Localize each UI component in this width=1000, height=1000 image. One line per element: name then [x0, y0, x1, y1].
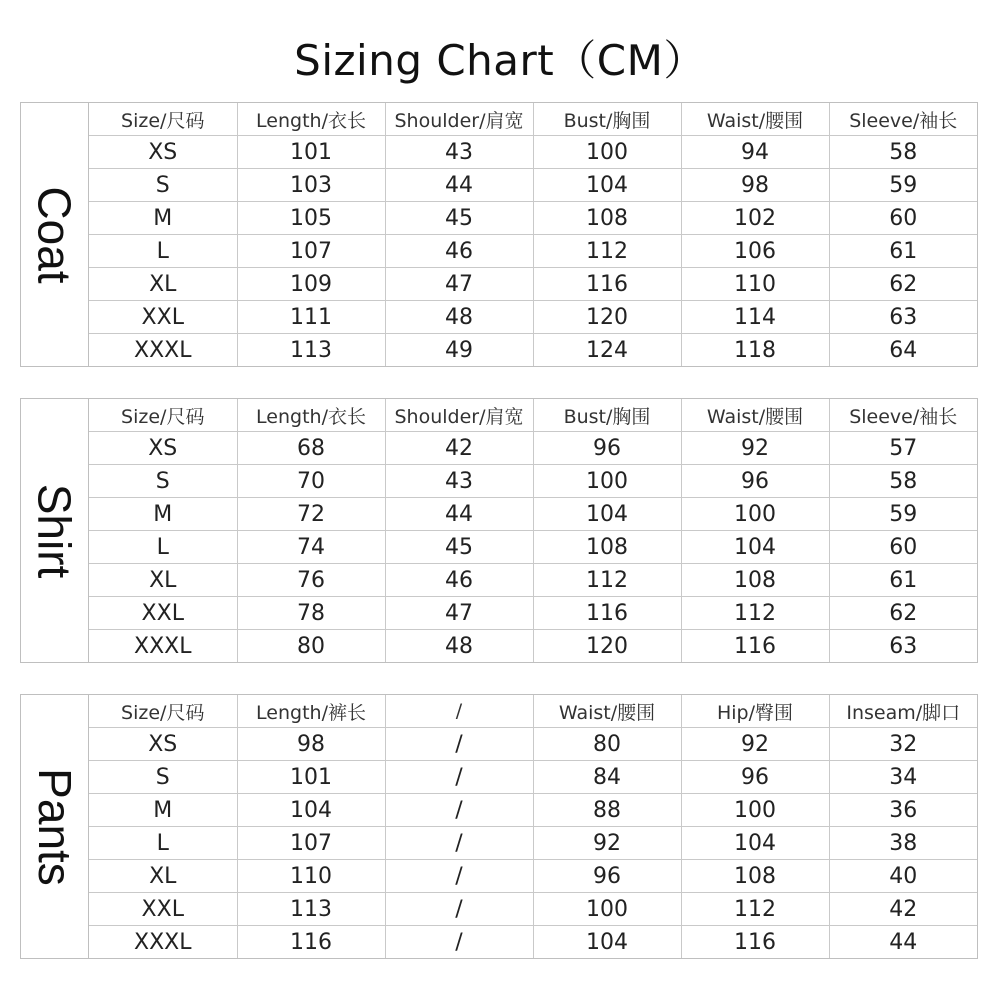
- size-cell: XXXL: [89, 334, 237, 367]
- measurement-cell: 78: [237, 597, 385, 630]
- size-cell: XL: [89, 268, 237, 301]
- measurement-cell: 43: [385, 136, 533, 169]
- table-row: [89, 827, 977, 860]
- measurement-cell: 114: [681, 301, 829, 334]
- measurement-cell: 101: [237, 136, 385, 169]
- measurement-cell: 100: [533, 465, 681, 498]
- size-cell: XL: [89, 564, 237, 597]
- measurement-cell: 40: [829, 860, 977, 893]
- column-header: Size/尺码: [89, 399, 237, 432]
- measurement-cell: 45: [385, 202, 533, 235]
- measurement-cell: 124: [533, 334, 681, 367]
- measurement-cell: 112: [533, 235, 681, 268]
- table-label: [21, 695, 89, 958]
- table-row: [89, 728, 977, 761]
- measurement-cell: 57: [829, 432, 977, 465]
- measurement-cell: 100: [681, 498, 829, 531]
- table-row: [89, 136, 977, 169]
- size-cell: XS: [89, 728, 237, 761]
- measurement-cell: 116: [533, 268, 681, 301]
- measurement-cell: 118: [681, 334, 829, 367]
- measurement-cell: /: [385, 728, 533, 761]
- size-cell: S: [89, 465, 237, 498]
- column-header: Waist/腰围: [533, 695, 681, 728]
- measurement-cell: 120: [533, 630, 681, 663]
- measurement-cell: 63: [829, 630, 977, 663]
- size-cell: S: [89, 169, 237, 202]
- measurement-cell: 88: [533, 794, 681, 827]
- size-cell: XXXL: [89, 630, 237, 663]
- measurement-cell: 108: [681, 564, 829, 597]
- size-cell: XS: [89, 432, 237, 465]
- measurement-cell: 103: [237, 169, 385, 202]
- size-cell: XL: [89, 860, 237, 893]
- measurement-cell: 74: [237, 531, 385, 564]
- measurement-cell: 104: [681, 531, 829, 564]
- page-title: Sizing Chart（CM）: [294, 36, 706, 85]
- size-cell: L: [89, 531, 237, 564]
- table-label-text: Pants: [28, 767, 81, 886]
- measurement-cell: 109: [237, 268, 385, 301]
- measurement-cell: 47: [385, 597, 533, 630]
- measurement-cell: 98: [681, 169, 829, 202]
- column-header: Sleeve/袖长: [829, 103, 977, 136]
- measurement-cell: 110: [681, 268, 829, 301]
- measurement-cell: 112: [533, 564, 681, 597]
- measurement-cell: 116: [533, 597, 681, 630]
- measurement-cell: 107: [237, 235, 385, 268]
- table-row: [89, 630, 977, 663]
- size-cell: XS: [89, 136, 237, 169]
- size-cell: XXL: [89, 893, 237, 926]
- measurement-cell: 116: [237, 926, 385, 959]
- measurement-cell: 94: [681, 136, 829, 169]
- measurement-cell: 36: [829, 794, 977, 827]
- column-header: Length/衣长: [237, 399, 385, 432]
- measurement-cell: 42: [829, 893, 977, 926]
- size-cell: M: [89, 794, 237, 827]
- size-cell: M: [89, 498, 237, 531]
- measurement-cell: 61: [829, 564, 977, 597]
- measurement-cell: /: [385, 794, 533, 827]
- measurement-cell: 61: [829, 235, 977, 268]
- column-header: Sleeve/袖长: [829, 399, 977, 432]
- measurement-cell: 58: [829, 136, 977, 169]
- measurement-cell: 46: [385, 564, 533, 597]
- measurement-cell: 104: [681, 827, 829, 860]
- table-row: [89, 794, 977, 827]
- measurement-cell: 104: [237, 794, 385, 827]
- table-row: [89, 235, 977, 268]
- measurement-cell: 101: [237, 761, 385, 794]
- measurement-cell: /: [385, 761, 533, 794]
- size-cell: XXL: [89, 301, 237, 334]
- measurement-cell: 32: [829, 728, 977, 761]
- measurement-cell: 47: [385, 268, 533, 301]
- measurement-cell: 100: [681, 794, 829, 827]
- measurement-cell: 48: [385, 630, 533, 663]
- measurement-cell: 44: [385, 498, 533, 531]
- measurement-cell: 62: [829, 268, 977, 301]
- measurement-cell: 96: [681, 761, 829, 794]
- table-row: [89, 498, 977, 531]
- measurement-cell: 106: [681, 235, 829, 268]
- measurement-cell: 92: [533, 827, 681, 860]
- measurement-cell: 46: [385, 235, 533, 268]
- column-header: Inseam/脚口: [829, 695, 977, 728]
- size-cell: XXL: [89, 597, 237, 630]
- measurement-cell: /: [385, 926, 533, 959]
- measurement-cell: 80: [237, 630, 385, 663]
- header-row: [89, 695, 977, 728]
- measurement-cell: 59: [829, 498, 977, 531]
- column-header: Waist/腰围: [681, 103, 829, 136]
- measurement-cell: 111: [237, 301, 385, 334]
- table-row: [89, 268, 977, 301]
- column-header: Shoulder/肩宽: [385, 399, 533, 432]
- measurement-cell: 92: [681, 728, 829, 761]
- column-header: Length/裤长: [237, 695, 385, 728]
- measurement-cell: 116: [681, 630, 829, 663]
- size-cell: L: [89, 827, 237, 860]
- table-row: [89, 893, 977, 926]
- measurement-cell: 63: [829, 301, 977, 334]
- measurement-cell: 84: [533, 761, 681, 794]
- measurement-cell: 120: [533, 301, 681, 334]
- column-header: Size/尺码: [89, 695, 237, 728]
- size-table-0: [20, 102, 978, 367]
- measurement-cell: 34: [829, 761, 977, 794]
- table-row: [89, 926, 977, 959]
- table-label-text: Coat: [28, 185, 81, 284]
- column-header: Waist/腰围: [681, 399, 829, 432]
- size-table-1: [20, 398, 978, 663]
- size-grid: [89, 103, 977, 366]
- measurement-cell: 80: [533, 728, 681, 761]
- column-header: Shoulder/肩宽: [385, 103, 533, 136]
- measurement-cell: 96: [533, 860, 681, 893]
- measurement-cell: 49: [385, 334, 533, 367]
- measurement-cell: 110: [237, 860, 385, 893]
- measurement-cell: 42: [385, 432, 533, 465]
- table-row: [89, 564, 977, 597]
- measurement-cell: 59: [829, 169, 977, 202]
- column-header: Size/尺码: [89, 103, 237, 136]
- table-row: [89, 597, 977, 630]
- table-label: [21, 103, 89, 366]
- measurement-cell: 104: [533, 498, 681, 531]
- measurement-cell: 100: [533, 136, 681, 169]
- measurement-cell: 60: [829, 202, 977, 235]
- measurement-cell: 113: [237, 334, 385, 367]
- size-cell: L: [89, 235, 237, 268]
- size-cell: S: [89, 761, 237, 794]
- table-row: [89, 531, 977, 564]
- size-grid: [89, 399, 977, 662]
- table-label-text: Shirt: [28, 483, 81, 578]
- measurement-cell: 72: [237, 498, 385, 531]
- table-row: [89, 761, 977, 794]
- measurement-cell: /: [385, 893, 533, 926]
- table-row: [89, 334, 977, 367]
- column-header: Hip/臀围: [681, 695, 829, 728]
- measurement-cell: 62: [829, 597, 977, 630]
- measurement-cell: 104: [533, 169, 681, 202]
- measurement-cell: 68: [237, 432, 385, 465]
- measurement-cell: 100: [533, 893, 681, 926]
- measurement-cell: 96: [533, 432, 681, 465]
- measurement-cell: 38: [829, 827, 977, 860]
- column-header: Length/衣长: [237, 103, 385, 136]
- measurement-cell: 108: [533, 202, 681, 235]
- measurement-cell: 104: [533, 926, 681, 959]
- table-row: [89, 432, 977, 465]
- measurement-cell: /: [385, 827, 533, 860]
- measurement-cell: 112: [681, 597, 829, 630]
- size-cell: XXXL: [89, 926, 237, 959]
- measurement-cell: 43: [385, 465, 533, 498]
- table-label: [21, 399, 89, 662]
- measurement-cell: 108: [681, 860, 829, 893]
- header-row: [89, 399, 977, 432]
- table-row: [89, 202, 977, 235]
- measurement-cell: 105: [237, 202, 385, 235]
- column-header: /: [385, 695, 533, 728]
- header-row: [89, 103, 977, 136]
- measurement-cell: 108: [533, 531, 681, 564]
- measurement-cell: 45: [385, 531, 533, 564]
- measurement-cell: 107: [237, 827, 385, 860]
- measurement-cell: 58: [829, 465, 977, 498]
- measurement-cell: 116: [681, 926, 829, 959]
- measurement-cell: 64: [829, 334, 977, 367]
- measurement-cell: 113: [237, 893, 385, 926]
- measurement-cell: 44: [385, 169, 533, 202]
- measurement-cell: 44: [829, 926, 977, 959]
- column-header: Bust/胸围: [533, 103, 681, 136]
- measurement-cell: 92: [681, 432, 829, 465]
- column-header: Bust/胸围: [533, 399, 681, 432]
- measurement-cell: 102: [681, 202, 829, 235]
- table-row: [89, 860, 977, 893]
- measurement-cell: 60: [829, 531, 977, 564]
- measurement-cell: 70: [237, 465, 385, 498]
- measurement-cell: 112: [681, 893, 829, 926]
- size-cell: M: [89, 202, 237, 235]
- measurement-cell: 48: [385, 301, 533, 334]
- table-row: [89, 169, 977, 202]
- measurement-cell: /: [385, 860, 533, 893]
- size-table-2: [20, 694, 978, 959]
- measurement-cell: 76: [237, 564, 385, 597]
- table-row: [89, 301, 977, 334]
- table-row: [89, 465, 977, 498]
- measurement-cell: 98: [237, 728, 385, 761]
- size-grid: [89, 695, 977, 958]
- measurement-cell: 96: [681, 465, 829, 498]
